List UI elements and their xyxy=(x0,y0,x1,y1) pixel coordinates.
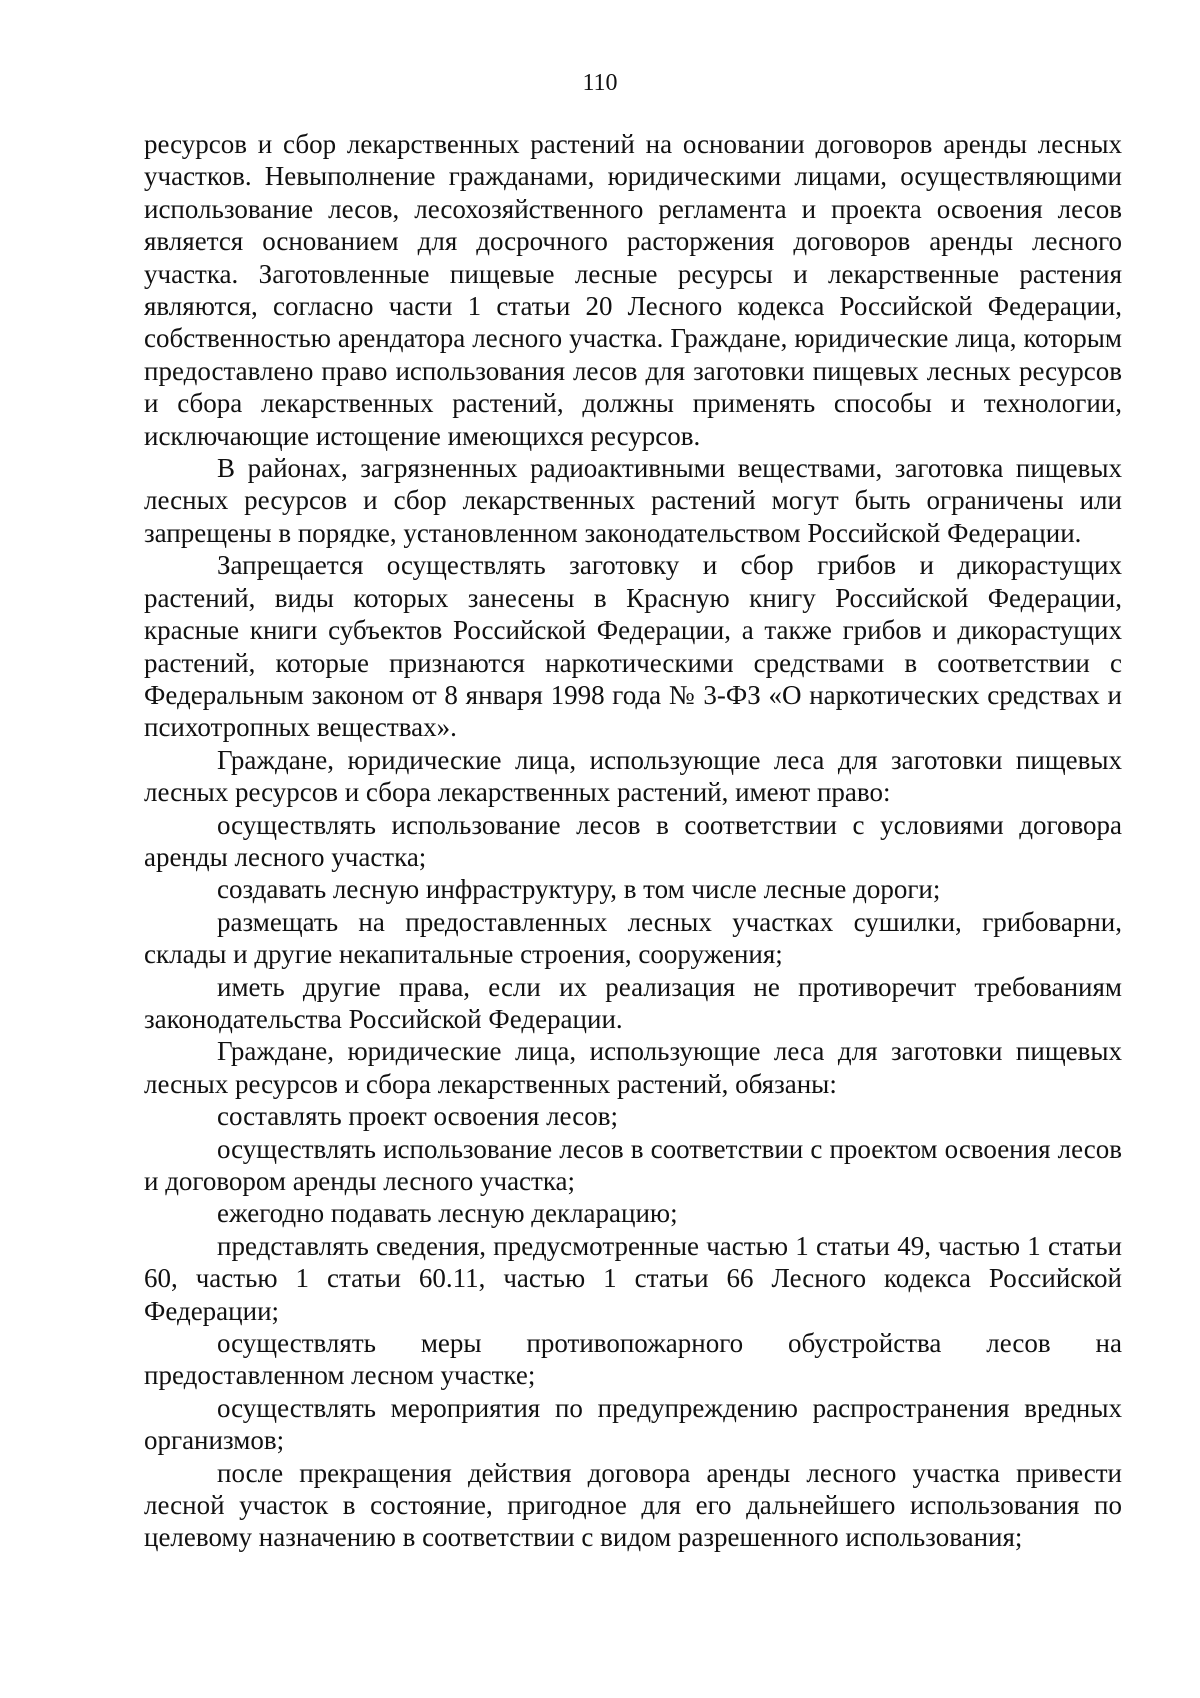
paragraph-continuation: ресурсов и сбор лекарственных растений на основании договоров аренды лесных участков. Невыполнение гражданами, юридическими лицами, осуществляющими использование лесов, лесохозяйственного регламента и проекта освоения лесов является основанием для досрочного расторжения договоров аренды лесного участка. Заготовленные пищевые лесные ресурсы и лекарственные растения являются, согласно части 1 статьи 20 Лесного кодекса Российской Федерации, собственностью арендатора лесного участка. Граждане, юридические лица, которым предоставлено право использования лесов для заготовки пищевых лесных ресурсов и сбора лекарственных растений, должны применять способы и технологии, исключающие истощение имеющихся ресурсов. xyxy=(144,129,1122,451)
paragraph-prohibition: Запрещается осуществлять заготовку и сбор грибов и дикорастущих растений, виды которых занесены в Красную книгу Российской Федерации, красные книги субъектов Российской Федерации, а также грибов и дикорастущих растений, которые признаются наркотическими средствами в соответствии с Федеральным законом от 8 января 1998 года № 3-ФЗ «О наркотических средствах и психотропных веществах». xyxy=(144,550,1122,743)
list-item-right-other: иметь другие права, если их реализация не противоречит требованиям законодательства Российской Федерации. xyxy=(144,971,1122,1034)
paragraph-obligations-intro: Граждане, юридические лица, использующие леса для заготовки пищевых лесных ресурсов и сбора лекарственных растений, обязаны: xyxy=(144,1036,1122,1099)
document-body xyxy=(144,128,1122,1554)
paragraph-rights-intro: Граждане, юридические лица, использующие леса для заготовки пищевых лесных ресурсов и сбора лекарственных растений, имеют право: xyxy=(144,744,1122,808)
list-item-obligation-declaration: ежегодно подавать лесную декларацию; xyxy=(217,1198,678,1229)
paragraph-radioactive-areas: В районах, загрязненных радиоактивными веществами, заготовка пищевых лесных ресурсов и сбор лекарственных растений могут быть ограничены или запрещены в порядке, установленном законодательством Российской Федерации. xyxy=(144,453,1122,548)
list-item-obligation-reporting: представлять сведения, предусмотренные частью 1 статьи 49, частью 1 статьи 60, частью 1 статьи 60.11, частью 1 статьи 66 Лесного кодекса Российской Федерации; xyxy=(144,1230,1122,1326)
list-item-obligation-use: осуществлять использование лесов в соответствии с проектом освоения лесов и договором аренды лесного участка; xyxy=(144,1133,1122,1196)
list-item-obligation-project: составлять проект освоения лесов; xyxy=(217,1101,618,1132)
list-item-right-infrastructure: создавать лесную инфраструктуру, в том числе лесные дороги; xyxy=(217,874,941,905)
list-item-obligation-restoration: после прекращения действия договора аренды лесного участка привести лесной участок в состояние, пригодное для его дальнейшего использования по целевому назначению в соответствии с видом разрешенного использования; xyxy=(144,1457,1122,1553)
list-item-obligation-pests: осуществлять мероприятия по предупреждению распространения вредных организмов; xyxy=(144,1392,1122,1456)
list-item-right-structures: размещать на предоставленных лесных участках сушилки, грибоварни, склады и другие некапитальные строения, сооружения; xyxy=(144,906,1122,970)
list-item-right-use-forests: осуществлять использование лесов в соответствии с условиями договора аренды лесного участка; xyxy=(144,809,1122,872)
list-item-obligation-fire-safety: осуществлять меры противопожарного обустройства лесов на предоставленном лесном участке; xyxy=(144,1328,1122,1391)
page-number: 110 xyxy=(582,70,618,96)
